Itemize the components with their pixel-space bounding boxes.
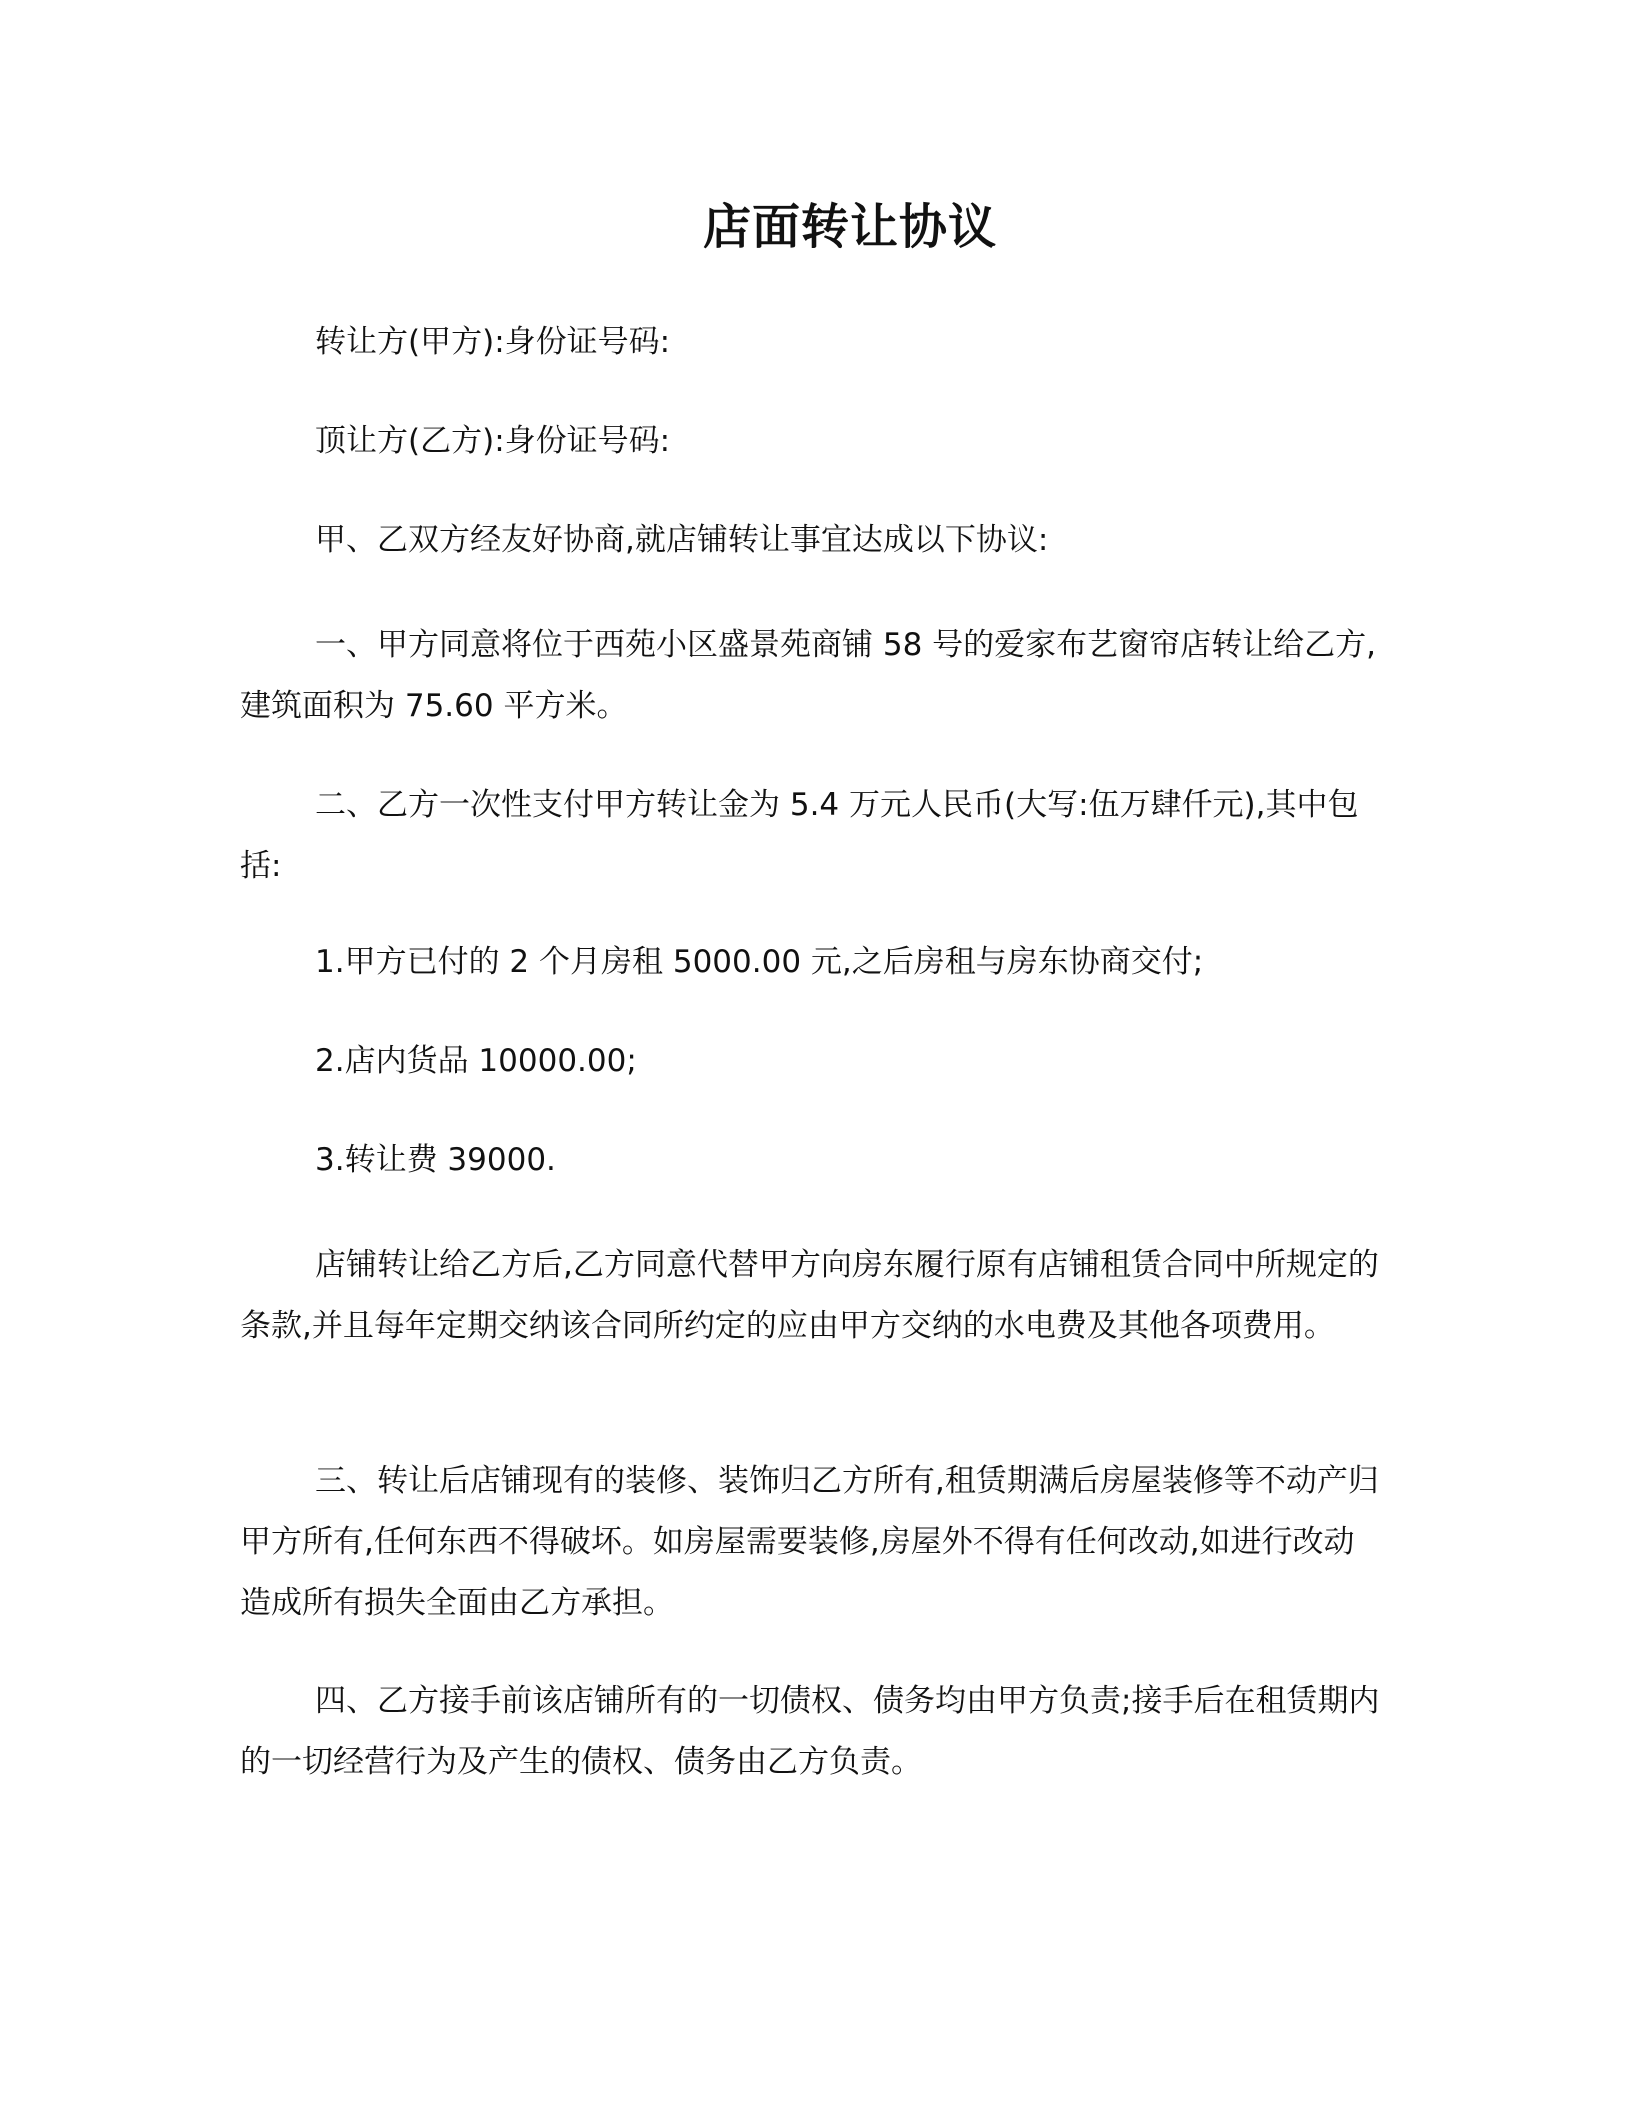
document-title: 店面转让协议: [702, 199, 997, 255]
paragraph-clause-2: 二、乙方一次性支付甲方转让金为 5.4 万元人民币(大写:伍万肆仟元),其中包括:: [240, 787, 1359, 884]
paragraph-transferee: 顶让方(乙方):身份证号码:: [315, 423, 671, 459]
paragraph-item-1: 1.甲方已付的 2 个月房租 5000.00 元,之后房租与房东协商交付;: [315, 944, 1204, 980]
paragraph-clause-1: 一、甲方同意将位于西苑小区盛景苑商铺 58 号的爱家布艺窗帘店转让给乙方,建筑面积为 75.60 平方米。: [240, 627, 1377, 724]
paragraph-transferor: 转让方(甲方):身份证号码:: [315, 324, 671, 360]
paragraph-agreement-intro: 甲、乙双方经友好协商,就店铺转让事宜达成以下协议:: [315, 522, 1049, 558]
paragraph-item-2: 2.店内货品 10000.00;: [315, 1043, 637, 1079]
paragraph-lease-obligation: 店铺转让给乙方后,乙方同意代替甲方向房东履行原有店铺租赁合同中所规定的条款,并且每年定期交纳该合同所约定的应由甲方交纳的水电费及其他各项费用。: [240, 1247, 1379, 1344]
paragraph-item-3: 3.转让费 39000.: [315, 1142, 556, 1178]
paragraph-clause-3: 三、转让后店铺现有的装修、装饰归乙方所有,租赁期满后房屋装修等不动产归甲方所有,任何东西不得破坏。如房屋需要装修,房屋外不得有任何改动,如进行改动造成所有损失全面由乙方承担。: [240, 1463, 1379, 1621]
paragraph-clause-4: 四、乙方接手前该店铺所有的一切债权、债务均由甲方负责;接手后在租赁期内的一切经营行为及产生的债权、债务由乙方负责。: [240, 1683, 1380, 1780]
